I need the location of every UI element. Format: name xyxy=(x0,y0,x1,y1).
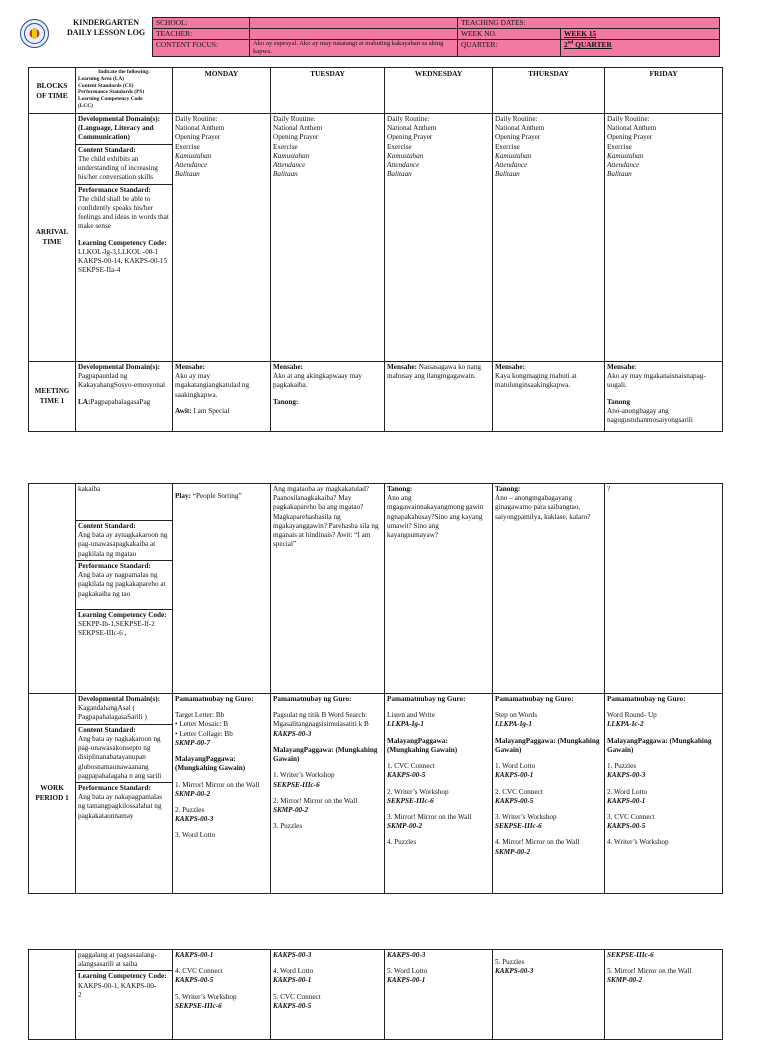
work-tue-guro: Pamamatnubay ng Guro: xyxy=(273,695,352,703)
arrival-wednesday xyxy=(385,114,493,362)
work-tue-intro: Pagsulat ng titik B Word Search: Mgasalitangnagsisimulasatiti k B xyxy=(273,711,369,729)
indicate-lcc-1: Learning Competency Code xyxy=(78,96,143,102)
work-wed-mgp: MalayangPaggawa: (Mungkahing Gawain) xyxy=(387,736,458,754)
p3-lcc-text: KAKPS-00-1, KAKPS-00- xyxy=(78,981,157,990)
meeting-cont-cs xyxy=(76,520,172,560)
p3-wednesday xyxy=(385,950,493,1040)
meeting-monday xyxy=(173,362,271,432)
arrival-indicators xyxy=(76,114,173,362)
work-tuesday xyxy=(271,694,385,894)
arrival-ps-title: Performance Standard: xyxy=(78,185,151,194)
deped-seal-logo xyxy=(20,19,49,48)
work-thu-intro: Step on Words xyxy=(495,711,538,720)
arrival-dd-title: Developmental Domain(s): (Language, Literacy and Communication) xyxy=(78,115,161,142)
activity-item: 1. Mirror! Mirror on the Wall xyxy=(175,780,260,789)
activity-item: 5. CVC Connect xyxy=(273,992,321,1001)
p3-thursday xyxy=(493,950,605,1040)
activity-item: 5. Puzzles xyxy=(495,958,525,966)
p2-mon-play xyxy=(175,492,268,501)
work-ps-text: Ang bata ay nakapagpamalas ng tamangpagkilossalahat ng pagkakataonnamay xyxy=(78,793,163,820)
p3-lcc-title: Learning Competency Code: xyxy=(78,972,167,981)
activity-item: 1. Writer’s Workshop xyxy=(273,771,335,780)
work-thu-mgp: MalayangPaggawa: (Mungkahing Gawain) xyxy=(495,736,600,754)
meeting-wed-title: Mensahe: xyxy=(387,363,417,371)
competency-code: SKMP-00-2 xyxy=(273,805,309,814)
work-wed-intro: Listen and Write xyxy=(387,711,435,720)
meeting-thursday xyxy=(493,362,605,432)
p2-wednesday xyxy=(385,484,493,694)
p2-thursday xyxy=(493,484,605,694)
activity-item: 2. Writer’s Workshop xyxy=(387,787,449,796)
routine-line: Daily Routine: xyxy=(495,115,538,123)
work-mon-intro-1: Target Letter: Bb xyxy=(175,711,225,720)
competency-code: SEKPSE-IIIc-6 xyxy=(495,822,542,831)
teacher-label: TEACHER: xyxy=(153,29,250,40)
activity-item: 5. Writer’s Workshop xyxy=(175,992,237,1001)
arrival-monday xyxy=(173,114,271,362)
arrival-tuesday xyxy=(271,114,385,362)
meeting-thu-title: Mensahe: xyxy=(495,363,525,371)
meeting-mon-awit-label: Awit: xyxy=(175,406,192,415)
meeting-tue-title: Mensahe: xyxy=(273,363,303,371)
p3-lcc-more: 2 xyxy=(78,990,82,999)
arrival-lcc-1: LLKOL-Ig-3,LLKOL -00-1 xyxy=(78,247,159,256)
routine-line: Balitaan xyxy=(175,170,200,179)
activity-item: 3. Word Lotto xyxy=(175,831,216,840)
competency-code: KAKPS-00-5 xyxy=(273,1001,312,1010)
meeting-line-2: TIME 1 xyxy=(39,396,65,405)
meeting-wednesday xyxy=(385,362,493,432)
arrival-ps xyxy=(76,184,172,277)
activity-item: 3. CVC Connect xyxy=(607,812,655,821)
p3-thu-items xyxy=(495,958,602,976)
work-indicators xyxy=(76,694,173,894)
routine-line: Kamustahan xyxy=(175,151,212,160)
work-fri-intro-code: LLKPA-Ic-2 xyxy=(607,720,644,729)
day-header-friday: FRIDAY xyxy=(605,68,723,114)
arrival-cs-text: The child exhibits an understanding of increasing his/her conversation skills xyxy=(78,154,158,182)
p3-lcc xyxy=(76,970,172,1001)
p3-indicators xyxy=(76,950,173,1040)
competency-code: KAKPS-00-5 xyxy=(387,771,426,780)
day-header-monday: MONDAY xyxy=(173,68,271,114)
work-tue-items xyxy=(273,771,382,831)
activity-item: 1. CVC Connect xyxy=(387,762,435,771)
meeting-dd-title: Developmental Domain(s): xyxy=(78,363,161,371)
work-wed-guro: Pamamatnubay ng Guro: xyxy=(387,695,466,703)
work-dd-text: KagandahangAsal ( PagpapahalagasaSarili ) xyxy=(78,704,147,722)
indicate-cs: Content Standards (CS) xyxy=(78,82,134,89)
meeting-cont-text: kakaiba xyxy=(78,485,101,493)
competency-code: KAKPS-00-5 xyxy=(495,796,534,805)
p2-monday xyxy=(173,484,271,694)
work-cs-title: Content Standard: xyxy=(78,725,136,734)
p2-lcc-title: Learning Competency Code: xyxy=(78,610,167,619)
arrival-time-block xyxy=(29,114,76,362)
meeting-thu-text: Kaya kongmaging mabuti at matulunginsaakingkapwa. xyxy=(495,372,577,390)
work-wed-items xyxy=(387,762,490,848)
arrival-cs-title: Content Standard: xyxy=(78,145,136,154)
routine-line: Opening Prayer xyxy=(273,133,319,142)
school-label: SCHOOL: xyxy=(153,18,250,29)
meeting-fri-title: Mensahe xyxy=(607,363,635,371)
quarter-rest: QUARTER xyxy=(573,40,612,49)
work-line-2: PERIOD 1 xyxy=(35,793,69,802)
dll-table-page-3 xyxy=(28,949,723,1040)
competency-code: KAKPS-00-1 xyxy=(495,771,534,780)
activity-item: 2. CVC Connect xyxy=(495,787,543,796)
p3-wed-items xyxy=(387,951,490,986)
work-line-1: WORK xyxy=(40,784,64,793)
day-header-tuesday: TUESDAY xyxy=(271,68,385,114)
activity-item: 5. Word Lotto xyxy=(387,967,428,976)
work-wednesday xyxy=(385,694,493,894)
p3-friday xyxy=(605,950,723,1040)
routine-line: Kamustahan xyxy=(607,151,644,160)
p3-cont-text: paggalang at pagsasaalang-alangsasarili at saiba xyxy=(78,951,157,969)
activity-item: 5. Mirror! Mirror on the Wall xyxy=(607,967,692,976)
work-cs xyxy=(76,724,172,782)
activity-item: 3. Puzzles xyxy=(273,822,303,831)
meeting-wed-text: Naisasagawa ko nang mahusay ang ilangmgagawain. xyxy=(387,363,482,381)
competency-code: KAKPS-00-3 xyxy=(607,771,646,780)
quarter-num: 2 xyxy=(564,40,568,49)
week-no-label: WEEK NO. xyxy=(458,29,561,40)
competency-code: SEKPSE-IIIc-6 xyxy=(387,796,434,805)
work-thursday xyxy=(493,694,605,894)
routine-line: Daily Routine: xyxy=(607,115,650,123)
routine-line: Balitaan xyxy=(495,170,520,179)
meeting-fri-text: Ako ay may mgakanaisnaisnapag- uugali. xyxy=(607,372,706,390)
routine-line: Attendance xyxy=(273,161,306,170)
indicate-lcc-2: (LCC) xyxy=(78,102,93,109)
meeting-tue-tanong: Tanong: xyxy=(273,397,299,406)
quarter-label: QUARTER: xyxy=(458,40,561,57)
routine-line: Balitaan xyxy=(607,170,632,179)
activity-item: 3. Mirror! Mirror on the Wall xyxy=(387,812,472,821)
routine-line: Attendance xyxy=(607,161,640,170)
content-focus-value: Ako ay espesyal. Ako ay may natatangi at mabuting kakayahan sa aking kapwa. xyxy=(250,40,458,57)
header-title xyxy=(60,18,152,37)
p2-wed-text: Ano ang mgagawainnakayangmong gawin ngnapakahusay?Sino ang kayang umawit? Sino ang kayangsumayaw? xyxy=(387,494,484,540)
routine-line: Daily Routine: xyxy=(175,115,218,123)
work-period-1-block xyxy=(29,694,76,894)
meeting-fri-colon: : xyxy=(634,363,637,371)
p2-tuesday: Ang mgataoba ay magkakatulad? Paanosilanagkakaiba? May pagkakapareho ba ang mgatao? Magkaparehasbasila ng mgakayanggawin? Parehasba sila ng mganais at hindinais? Awit: “I am special” xyxy=(271,484,385,694)
routine-line: Opening Prayer xyxy=(495,133,541,142)
p3-block xyxy=(29,950,76,1040)
routine-line: Opening Prayer xyxy=(387,133,433,142)
work-tue-intro-code: KAKPS-00-3 xyxy=(273,729,312,738)
activity-item: 4. Mirror! Mirror on the Wall xyxy=(495,838,580,847)
routine-line: Kamustahan xyxy=(273,151,310,160)
arrival-ps-text: The child shall be able to confidently speaks his/her feelings and ideas in words that make sense xyxy=(78,194,169,231)
competency-code: KAKPS-00-5 xyxy=(607,822,646,831)
meeting-cont-indicators xyxy=(76,484,173,694)
meeting-fri-tanong: Tanong xyxy=(607,397,630,406)
work-thu-guro: Pamamatnubay ng Guro: xyxy=(495,695,574,703)
competency-code: KAKPS-00-5 xyxy=(175,976,214,985)
day-header-thursday: THURSDAY xyxy=(493,68,605,114)
seal-emblem-icon xyxy=(21,20,48,47)
meeting-friday xyxy=(605,362,723,432)
p2-mon-play-text: “People Sorting” xyxy=(190,492,242,500)
routine-line: National Anthem xyxy=(273,124,323,133)
title-line-2: DAILY LESSON LOG xyxy=(66,27,146,37)
meeting-cont-ps xyxy=(76,560,172,600)
p3-tue-items xyxy=(273,951,382,1011)
meeting-tuesday xyxy=(271,362,385,432)
work-dd-title: Developmental Domain(s): xyxy=(78,695,161,703)
dll-table-page-2 xyxy=(28,483,723,894)
week-no-value: WEEK 15 xyxy=(561,29,720,40)
meeting-cont-lcc xyxy=(76,609,172,640)
indicate-header xyxy=(76,68,173,114)
meeting-fri-tanong-text: Ano-anongbagay ang nagugustuhanmosaiyongsarili xyxy=(607,406,693,425)
routine-line: Daily Routine: xyxy=(273,115,316,123)
competency-code: KAKPS-00-1 xyxy=(175,951,214,959)
routine-line: Exercise xyxy=(273,142,298,151)
arrival-lcc-title: Learning Competency Code: xyxy=(78,238,167,247)
meeting-time-1-block xyxy=(29,362,76,432)
work-monday xyxy=(173,694,271,894)
competency-code: SEKPSE-IIIc-6 xyxy=(175,1001,222,1010)
dll-table-page-1 xyxy=(28,67,723,432)
p2-mon-play-label: Play: xyxy=(175,492,191,500)
meeting-mon-text: Ako ay may mgakatangiangkatulad ng saakingkapwa. xyxy=(175,372,250,399)
p2-ps-text: Ang bata ay nagpamalas ng pagkilala ng pagkakapareho at pagkakaiba ng tao xyxy=(78,571,166,598)
activity-item: 2. Puzzles xyxy=(175,805,205,814)
competency-code: SKMP-00-2 xyxy=(495,847,531,856)
work-mon-guro: Pamamatnubay ng Guro: xyxy=(175,695,254,703)
indicate-title: Indicate the following: xyxy=(98,69,150,75)
meeting-mon-awit xyxy=(175,407,268,416)
school-value xyxy=(250,18,458,29)
work-mon-intro-code: SKMP-00-7 xyxy=(175,738,211,747)
activity-item: 4. Word Lotto xyxy=(273,967,314,976)
work-mon-intro-2: • Letter Mosaic: B xyxy=(175,720,229,729)
meeting-mon-awit-text: I am Special xyxy=(191,406,230,415)
arrival-lcc-3: SEKPSE-IIa-4 xyxy=(78,266,121,275)
work-thu-items xyxy=(495,762,602,857)
meeting-fri-head xyxy=(607,363,720,372)
activity-item: 1. Puzzles xyxy=(607,762,637,771)
blocks-line-1: BLOCKS xyxy=(36,81,68,91)
teacher-value xyxy=(250,29,458,40)
work-thu-intro-code: LLKPA-Ig-1 xyxy=(495,720,532,729)
blocks-of-time-header xyxy=(29,68,76,114)
p2-wed-title: Tanong: xyxy=(387,485,413,493)
header-info-table xyxy=(152,17,720,57)
title-line-1: KINDERGARTEN xyxy=(73,18,139,27)
routine-line: Opening Prayer xyxy=(175,133,221,142)
competency-code: KAKPS-00-3 xyxy=(387,951,426,959)
blocks-line-2: OF TIME xyxy=(36,90,68,100)
work-mon-items xyxy=(175,781,268,841)
p2-lcc-text: SEKPP-Ib-1,SEKPSE-If-2 SEKPSE-IIIc-6 , xyxy=(78,619,155,638)
quarter-value xyxy=(561,40,720,57)
arrival-line-2: TIME xyxy=(42,237,62,246)
p2-cs-text: Ang bata ay aynagkakaroon ng pag-unawasapagkakaiba at pagkilala ng mgatao xyxy=(78,531,168,558)
work-fri-intro: Word Round- Up xyxy=(607,711,657,720)
meeting-la xyxy=(78,398,170,407)
competency-code: SEKPSE-IIIc-6 xyxy=(273,780,320,789)
work-mon-intro-3: • Letter Collage: Bb xyxy=(175,729,233,738)
teaching-dates-label: TEACHING DATES: xyxy=(458,18,720,29)
routine-line: Kamustahan xyxy=(495,151,532,160)
indicate-ps: Performance Standards (PS) xyxy=(78,89,145,96)
indicate-la: Learning Area (LA) xyxy=(78,75,125,82)
competency-code: KAKPS-00-1 xyxy=(607,796,646,805)
routine-line: Attendance xyxy=(175,161,208,170)
activity-item: 3. Writer’s Workshop xyxy=(495,812,557,821)
routine-line: Balitaan xyxy=(387,170,412,179)
activity-item: 2. Mirror! Mirror on the Wall xyxy=(273,796,358,805)
competency-code: KAKPS-00-1 xyxy=(387,976,426,985)
content-focus-label: CONTENT FOCUS: xyxy=(153,40,250,57)
activity-item: 4. Puzzles xyxy=(387,838,417,847)
routine-line: Exercise xyxy=(607,142,632,151)
routine-line: National Anthem xyxy=(495,124,545,133)
p3-fri-items xyxy=(607,951,720,986)
work-tue-mgp: MalayangPaggawa: (Mungkahing Gawain) xyxy=(273,745,378,764)
routine-line: Exercise xyxy=(387,142,412,151)
meeting-line-1: MEETING xyxy=(34,387,70,396)
arrival-lcc-2: KAKPS-00-14, KAKPS-00-15 xyxy=(78,257,168,266)
arrival-friday xyxy=(605,114,723,362)
routine-line: National Anthem xyxy=(175,124,225,133)
meeting-mon-title: Mensahe: xyxy=(175,363,205,371)
work-fri-mgp: MalayangPaggawa: (Mungkahing Gawain) xyxy=(607,736,712,754)
day-header-wednesday: WEDNESDAY xyxy=(385,68,493,114)
routine-line: Exercise xyxy=(175,142,200,151)
p2-thu-text: Ano – anongmgabagayang ginagawamo para saibangtao, saiyongpamilya, kaklase, kalaro? xyxy=(495,494,591,521)
competency-code: SKMP-00-2 xyxy=(387,822,423,831)
activity-item: 2. Word Lotto xyxy=(607,787,648,796)
competency-code: SKMP-00-2 xyxy=(607,976,643,985)
work-ps-title: Performance Standard: xyxy=(78,783,151,792)
work-dd xyxy=(76,694,172,724)
p2-cs-title: Content Standard: xyxy=(78,522,136,530)
routine-line: Exercise xyxy=(495,142,520,151)
p2-ps-title: Performance Standard: xyxy=(78,561,151,570)
competency-code: SEKPSE-IIIc-6 xyxy=(607,951,654,959)
arrival-cs xyxy=(76,144,172,184)
work-ps xyxy=(76,782,172,822)
quarter-sup: nd xyxy=(567,40,574,46)
routine-line: Opening Prayer xyxy=(607,133,653,142)
activity-item: 4. Writer’s Workshop xyxy=(607,838,669,847)
work-mon-mgp: MalayangPaggawa: (Mungkahing Gawain) xyxy=(175,755,246,773)
meeting-dd-text: Pagpapaunlad ng KakayahangSosyo-emosyonal xyxy=(78,372,166,390)
arrival-line-1: ARRIVAL xyxy=(35,228,69,237)
p3-tuesday xyxy=(271,950,385,1040)
p2-thu-title: Tanong: xyxy=(495,485,521,493)
work-wed-intro-code: LLKPA-Ig-1 xyxy=(387,720,424,729)
routine-line: Attendance xyxy=(495,161,528,170)
competency-code: KAKPS-00-3 xyxy=(175,815,214,824)
arrival-thursday xyxy=(493,114,605,362)
routine-line: Attendance xyxy=(387,161,420,170)
meeting-cont-block xyxy=(29,484,76,694)
activity-item: 1. Word Lotto xyxy=(495,762,536,771)
p3-mon-items xyxy=(175,951,268,1011)
activity-item: 4. CVC Connect xyxy=(175,967,223,976)
routine-line: Daily Routine: xyxy=(387,115,430,123)
meeting-la-label: LA: xyxy=(78,397,91,406)
competency-code: KAKPS-00-1 xyxy=(273,976,312,985)
competency-code: KAKPS-00-3 xyxy=(273,951,312,959)
meeting-la-text: PagpapahalagasaPag xyxy=(90,397,151,406)
routine-line: National Anthem xyxy=(607,124,657,133)
work-fri-items xyxy=(607,762,720,848)
routine-line: National Anthem xyxy=(387,124,437,133)
meeting-tue-text: Ako at ang akingkapwaay may pagkakaiba. xyxy=(273,372,363,390)
work-friday xyxy=(605,694,723,894)
work-fri-guro: Pamamatnubay ng Guro: xyxy=(607,695,686,703)
meeting-indicators xyxy=(76,362,173,432)
routine-line: Balitaan xyxy=(273,170,298,179)
competency-code: KAKPS-00-3 xyxy=(495,967,534,976)
competency-code: SKMP-00-2 xyxy=(175,789,211,798)
p2-friday: ? xyxy=(605,484,723,694)
p3-monday xyxy=(173,950,271,1040)
routine-line: Kamustahan xyxy=(387,151,424,160)
work-cs-text: Ang bata ay nagkakaroon ng pag-unawasakonsepto ng disiplinanabatayanupan glubosnamaunawaanang pagpapahalagaha n ang sarili xyxy=(78,734,162,780)
